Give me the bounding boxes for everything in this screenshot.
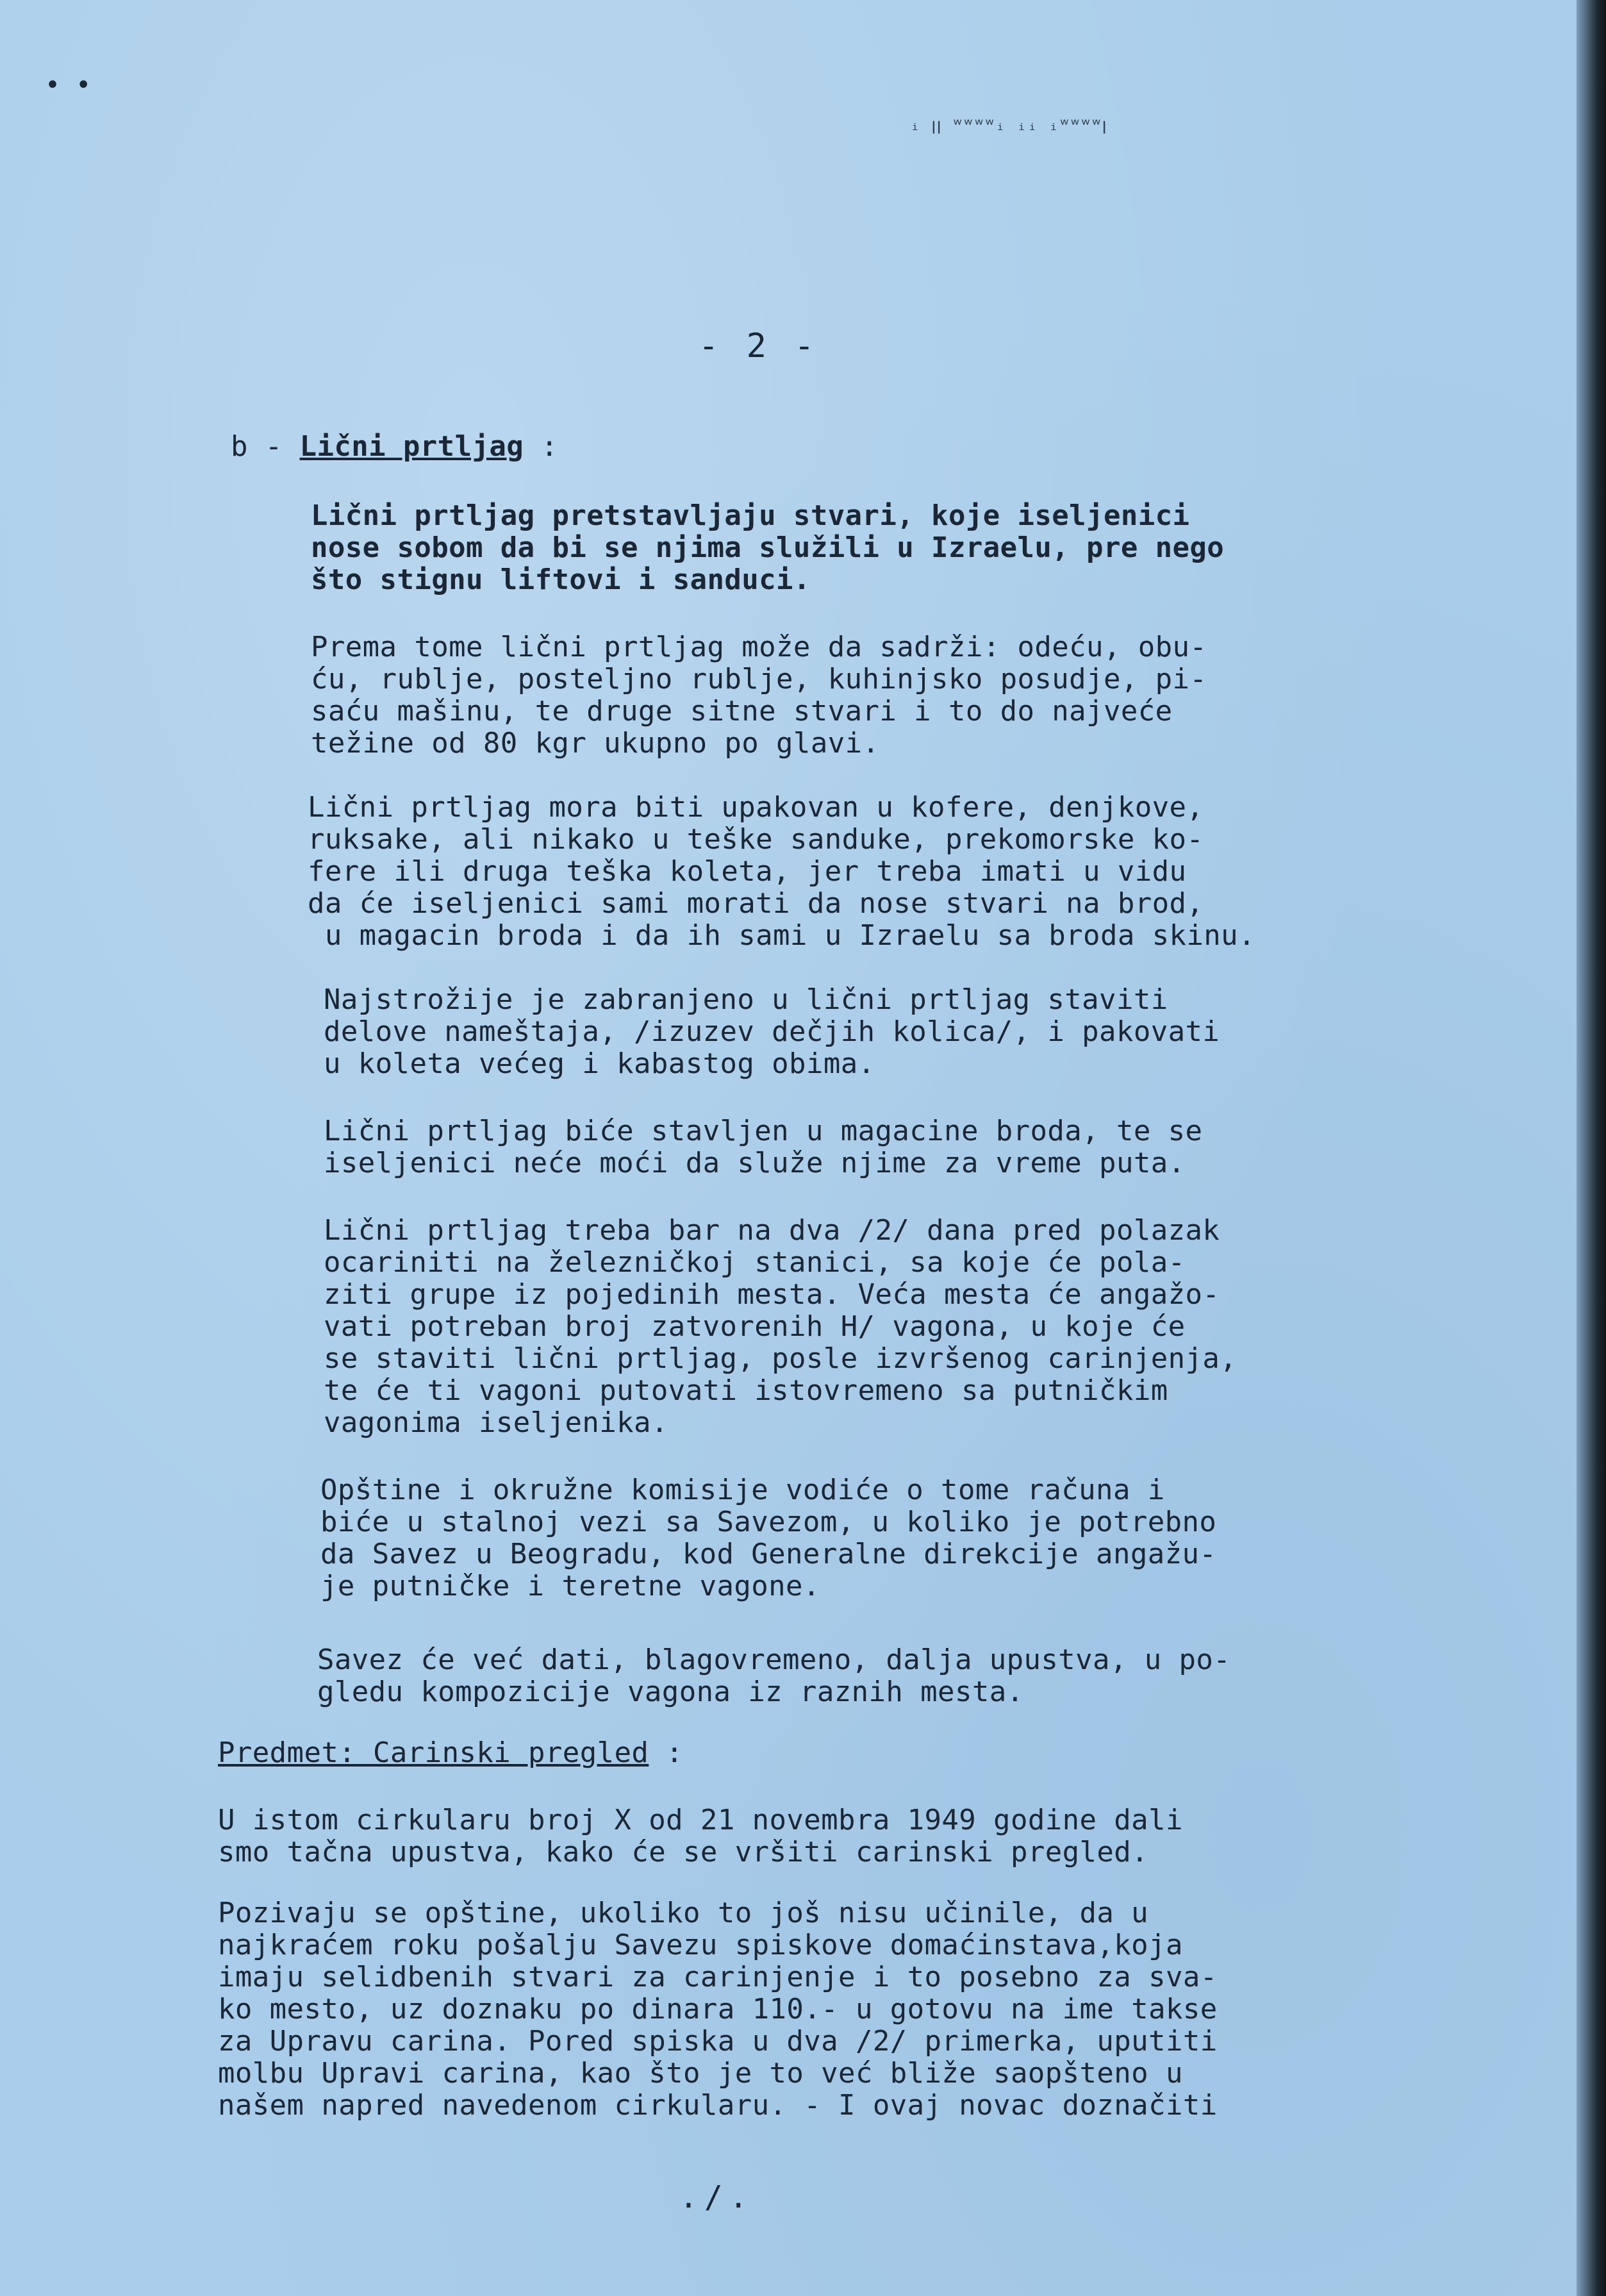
page-number: - 2 - (699, 327, 818, 365)
handwritten-marks: ᵢ ꞁꞁ ʷʷʷʷᵢ ᵢᵢ ᵢʷʷʷʷꞁ (910, 115, 1107, 135)
section-b-heading (231, 431, 558, 463)
continuation-mark: ./. (679, 2179, 754, 2215)
section-b-title: Lični prtljag (299, 430, 524, 463)
paragraph: Savez će već dati, blagovremeno, dalja upustva, u po- gledu kompozicije vagona iz raznih mesta. (317, 1643, 1231, 1708)
predmet-heading (218, 1737, 683, 1769)
paragraph: Opštine i okružne komisije vodiće o tome računa i biće u stalnoj vezi sa Savezom, u koliko je potrebno da Savez u Beogradu, kod Generalne direkcije angažu- je putničke i teretne vagone. (320, 1474, 1217, 1602)
predmet-title: Predmet: Carinski pregled (218, 1736, 649, 1769)
corner-marks: • • (45, 71, 92, 100)
section-b-prefix: b - (231, 430, 283, 463)
paragraph: Lični prtljag biće stavljen u magacine broda, te se iseljenici neće moći da služe njime za vreme puta. (324, 1115, 1203, 1179)
paragraph: Pozivaju se opštine, ukoliko to još nisu učinile, da u najkraćem roku pošalju Savezu spiskove domaćinstava,koja imaju selidbenih stvari za carinjenje i to posebno za sva- ko mesto, uz doznaku po dinara 110.- u gotovu na ime takse za Upravu carina. Pored spiska u dva /2/ primerka, uputiti molbu Upravi carina, kao što je to već bliže saopšteno u našem napred navedenom cirkularu. - I ovaj novac doznačiti (218, 1897, 1218, 2122)
paragraph: Lični prtljag treba bar na dva /2/ dana pred polazak ocariniti na železničkoj stanici, sa koje će pola- ziti grupe iz pojedinih mesta. Veća mesta će angažo- vati potreban broj zatvorenih H/ vagona, u koje će se staviti lični prtljag, posle izvršenog carinjenja, te će ti vagoni putovati istovremeno sa putničkim vagonima iseljenika. (324, 1214, 1238, 1439)
predmet-suffix: : (666, 1736, 684, 1769)
paragraph: Najstrožije je zabranjeno u lični prtljag staviti delove nameštaja, /izuzev dečjih kolica/, i pakovati u koleta većeg i kabastog obima. (324, 983, 1220, 1080)
paragraph: Lični prtljag pretstavljaju stvari, koje iseljenici nose sobom da bi se njima služili u Izraelu, pre nego što stignu liftovi i sanduci. (311, 499, 1225, 596)
section-b-suffix: : (541, 430, 558, 463)
scan-edge (1577, 0, 1606, 2296)
paragraph: U istom cirkularu broj X od 21 novembra 1949 godine dali smo tačna upustva, kako će se vršiti carinski pregled. (218, 1804, 1183, 1868)
paragraph: Lični prtljag mora biti upakovan u kofere, denjkove, ruksake, ali nikako u teške sanduke, prekomorske ko- fere ili druga teška koleta, jer treba imati u vidu da će iseljenici sami morati da nose stvari na brod, u magacin broda i da ih sami u Izraelu sa broda skinu. (308, 791, 1255, 952)
paragraph: Prema tome lični prtljag može da sadrži: odeću, obu- ću, rublje, posteljno rublje, kuhinjsko posudje, pi- saću mašinu, te druge sitne stvari i to do najveće težine od 80 kgr ukupno po glavi. (311, 631, 1207, 760)
